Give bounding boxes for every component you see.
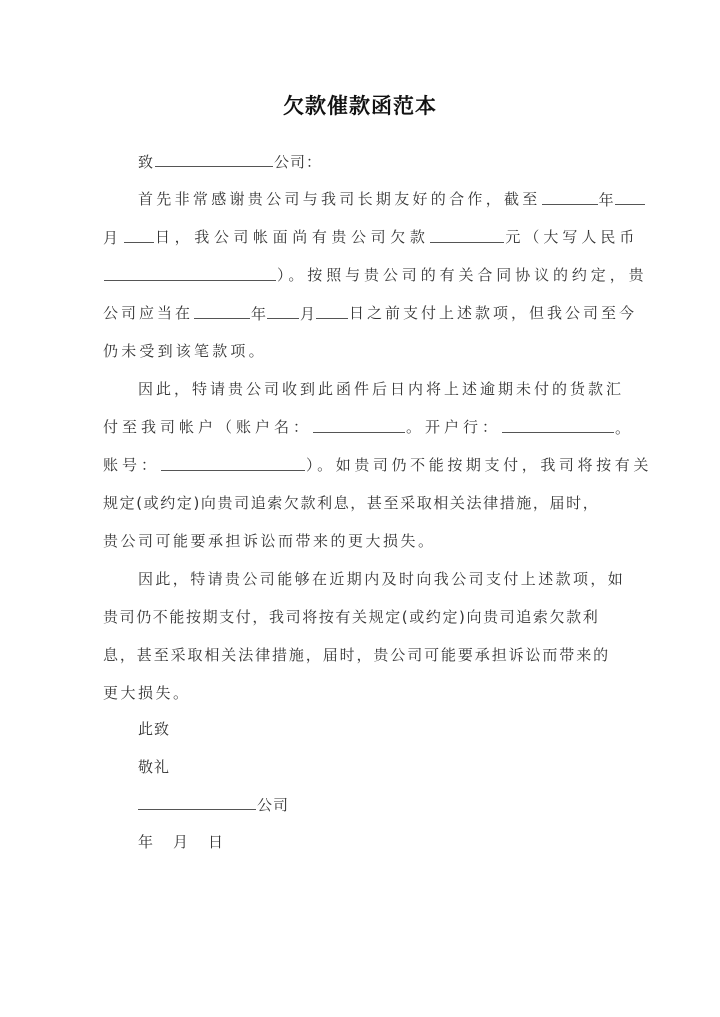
- para1-line3: ）。按照与贵公司的有关合同协议的约定，贵: [103, 264, 618, 286]
- signature-suffix: 公司: [257, 796, 290, 814]
- salutation-line: [138, 150, 618, 172]
- due-day-blank[interactable]: [316, 302, 348, 319]
- as-of-day-blank[interactable]: [124, 226, 154, 243]
- para1-line2: 月 日，我公司帐面尚有贵公司欠款 元（大写人民币: [103, 228, 639, 247]
- bank-name-blank[interactable]: [502, 416, 614, 433]
- para3-line1: 因此，特请贵公司能够在近期内及时向我公司支付上述款项，如: [138, 570, 626, 588]
- sender-company-blank[interactable]: [138, 793, 256, 810]
- amount-in-words-blank[interactable]: [104, 264, 276, 281]
- as-of-month-blank[interactable]: [615, 188, 645, 205]
- recipient-company-blank[interactable]: [155, 150, 273, 167]
- date-line: [138, 831, 618, 853]
- closing-line1: 此致: [138, 720, 171, 738]
- para2-line3: 账号： ）。如贵司仍不能按期支付，我司将按有关: [103, 456, 652, 474]
- date-month-label: 月: [173, 833, 189, 851]
- signature-line: [138, 793, 618, 815]
- salutation-prefix: 致: [138, 153, 155, 171]
- para3-line3: 息，甚至采取相关法律措施，届时，贵公司可能要承担诉讼而带来的: [103, 646, 611, 664]
- amount-blank[interactable]: [430, 226, 504, 243]
- para2-line2: 付至我司帐户（账户名： 。开户行： 。: [103, 418, 631, 437]
- document-title: 欠款催款函范本: [283, 94, 437, 118]
- due-month-blank[interactable]: [267, 302, 299, 319]
- as-of-year-blank[interactable]: [542, 188, 598, 205]
- para1-line4: 公司应当在 年 月 日之前支付上述款项，但我公司至今: [103, 304, 638, 323]
- due-year-blank[interactable]: [194, 302, 250, 319]
- salutation-suffix: 公司：: [274, 153, 323, 171]
- para2-line5: 贵公司可能要承担诉讼而带来的更大损失。: [103, 532, 436, 550]
- para3-line4: 更大损失。: [103, 684, 191, 702]
- date-year-label: 年: [138, 833, 154, 851]
- account-name-blank[interactable]: [313, 416, 405, 433]
- date-day-label: 日: [208, 833, 224, 851]
- para1-line1: 首先非常感谢贵公司与我司长期友好的合作，截至 年: [138, 188, 618, 210]
- para2-line4: 规定(或约定)向贵司追索欠款利息，甚至采取相关法律措施，届时，: [103, 494, 600, 512]
- para2-line1: 因此，特请贵公司收到此函件后 日内将上述逾期未付的货款汇: [138, 380, 625, 398]
- para1-line5: 仍未受到该笔款项。: [103, 342, 267, 360]
- account-number-blank[interactable]: [161, 454, 305, 471]
- para3-line2: 贵司仍不能按期支付，我司将按有关规定(或约定)向贵司追索欠款利: [103, 608, 600, 626]
- closing-line2: 敬礼: [138, 758, 171, 776]
